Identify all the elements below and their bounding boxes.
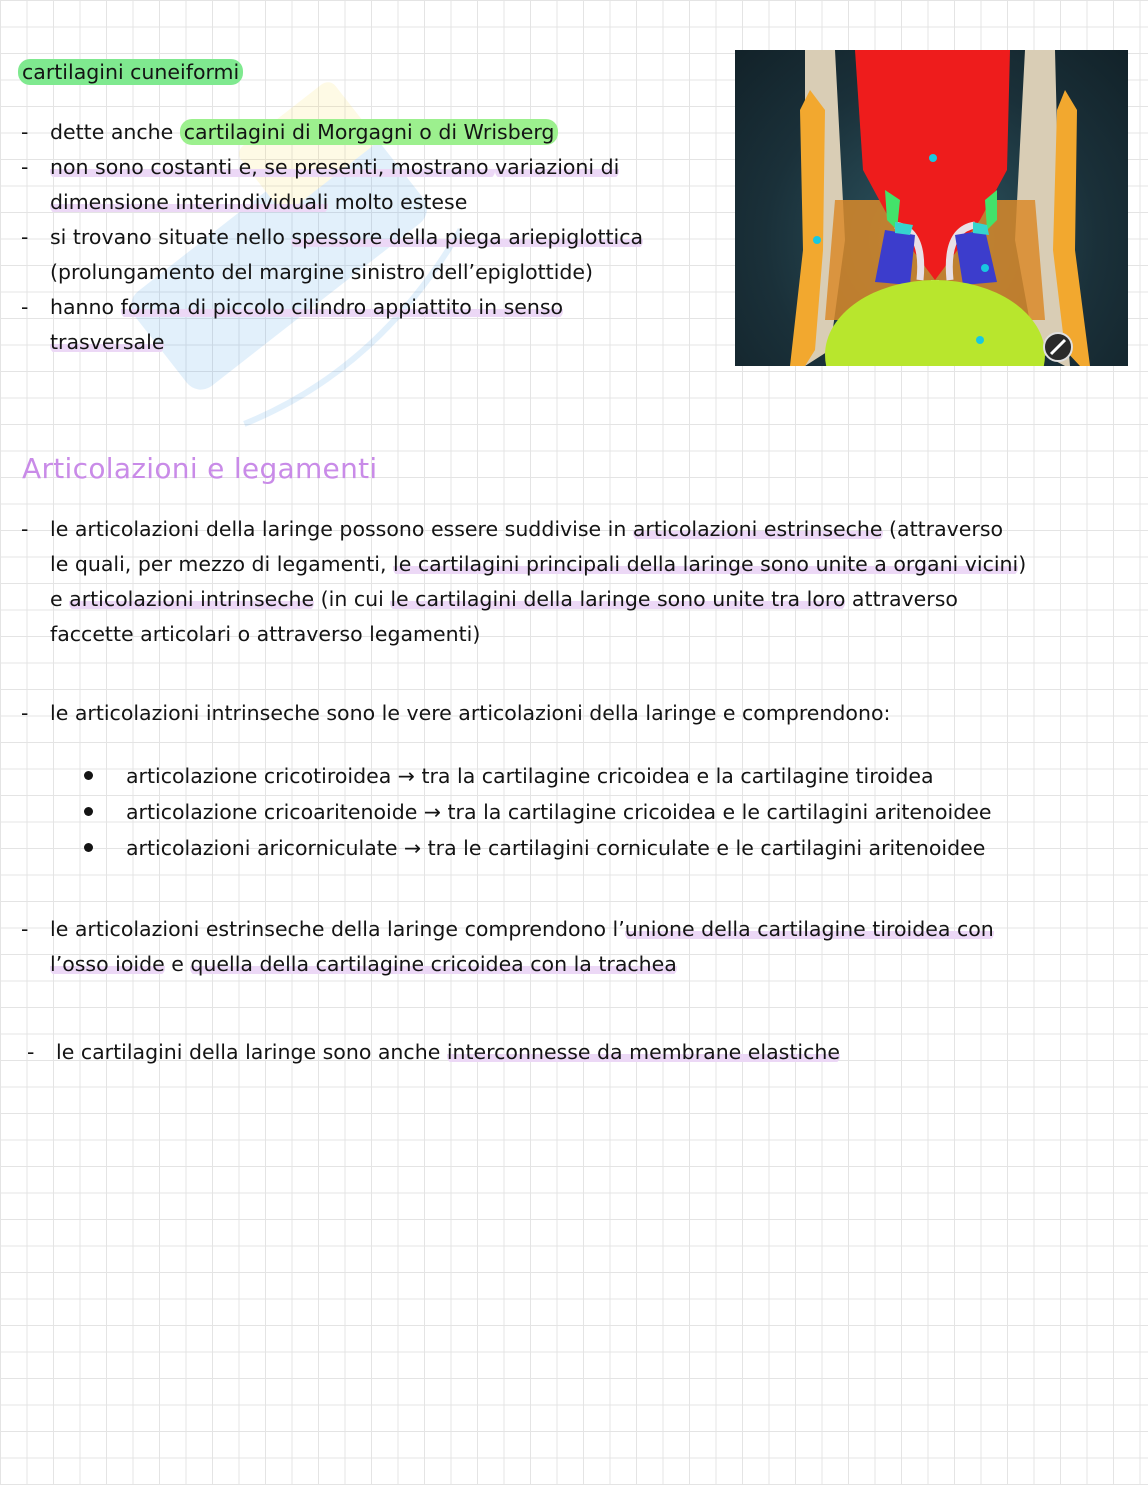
item-2-line-2 [50,185,467,220]
dash-marker: - [21,155,29,179]
para-text-highlight: le cartilagini della laringe sono unite tra loro [390,587,846,611]
para1-line-3 [50,582,958,617]
dash-marker: - [21,517,29,541]
section-heading [18,55,243,90]
para3-line-1 [50,912,994,947]
item-text: dette anche [50,120,180,144]
para-text: (in cui [314,587,391,611]
para-text-highlight: quella della cartilagine cricoidea con la trachea [190,952,677,976]
para-text: le quali, per mezzo di legamenti, [50,552,393,576]
item-3-line-2: (prolungamento del margine sinistro dell’epiglottide) [50,260,594,284]
dash-marker: - [21,225,29,249]
term-highlight: cartilagini di Morgagni o di Wrisberg [180,119,559,145]
item-text-highlight: spessore della piega ariepiglottica [291,225,644,249]
item-4-line-1 [50,290,563,325]
bullet-item-2: articolazione cricoaritenoide → tra la cartilagine cricoidea e le cartilagini aritenoidee [126,800,992,824]
para-text-highlight: unione della cartilagine tiroidea con [624,917,994,941]
larynx-drawing [735,50,1128,366]
bullet-dot [84,843,93,852]
item-text-highlight: dimensione interindividuali [50,190,329,214]
para2: le articolazioni intrinseche sono le vere articolazioni della laringe e comprendono: [50,701,891,725]
bullet-item-3: articolazioni aricorniculate → tra le cartilagini corniculate e le cartilagini aritenoidee [126,836,986,860]
larynx-illustration [735,50,1128,366]
para4 [56,1035,840,1070]
para-text: e [164,952,191,976]
dash-marker: - [21,917,29,941]
item-1 [50,115,558,150]
dash-marker: - [27,1040,35,1064]
bullet-item-1: articolazione cricotiroidea → tra la cartilagine cricoidea e la cartilagine tiroidea [126,764,934,788]
item-text-highlight: trasversale [50,330,165,354]
para-text: le cartilagini della laringe sono anche [56,1040,447,1064]
para-text: e [50,587,70,611]
para1-line-1 [50,512,1003,547]
item-text-highlight: variazioni di [495,155,620,179]
para-text: (attraverso [882,517,1004,541]
item-text-highlight: forma di piccolo cilindro appiattito in senso [120,295,564,319]
para-text: le articolazioni della laringe possono essere suddivise in [50,517,633,541]
item-text: si trovano situate nello [50,225,292,249]
item-2-line-1 [50,150,619,185]
item-3-line-1 [50,220,643,255]
para-text: le articolazioni estrinseche della laringe comprendono l’ [50,917,625,941]
para-text: attraverso [845,587,958,611]
heading-highlight: cartilagini cuneiformi [18,59,243,85]
bullet-dot [84,771,93,780]
bullet-dot [84,807,93,816]
item-text: molto estese [328,190,468,214]
dash-marker: - [21,295,29,319]
dash-marker: - [21,120,29,144]
para-text-highlight: articolazioni intrinseche [69,587,315,611]
para-text-highlight: le cartilagini principali della laringe sono unite a organi vicini [393,552,1019,576]
para-text-highlight: l’osso ioide [50,952,165,976]
para3-line-2 [50,947,677,982]
para-text-highlight: articolazioni estrinseche [632,517,883,541]
para-text-highlight: interconnesse da membrane elastiche [446,1040,840,1064]
item-text: non sono costanti e, se presenti, mostrano [50,155,496,179]
para1-line-2 [50,547,1026,582]
para1-line-4: faccette articolari o attraverso legamenti) [50,622,481,646]
dash-marker: - [21,701,29,725]
page-title: Articolazioni e legamenti [22,452,378,485]
para-text: ) [1018,552,1027,576]
item-text: hanno [50,295,121,319]
item-4-line-2 [50,325,164,360]
